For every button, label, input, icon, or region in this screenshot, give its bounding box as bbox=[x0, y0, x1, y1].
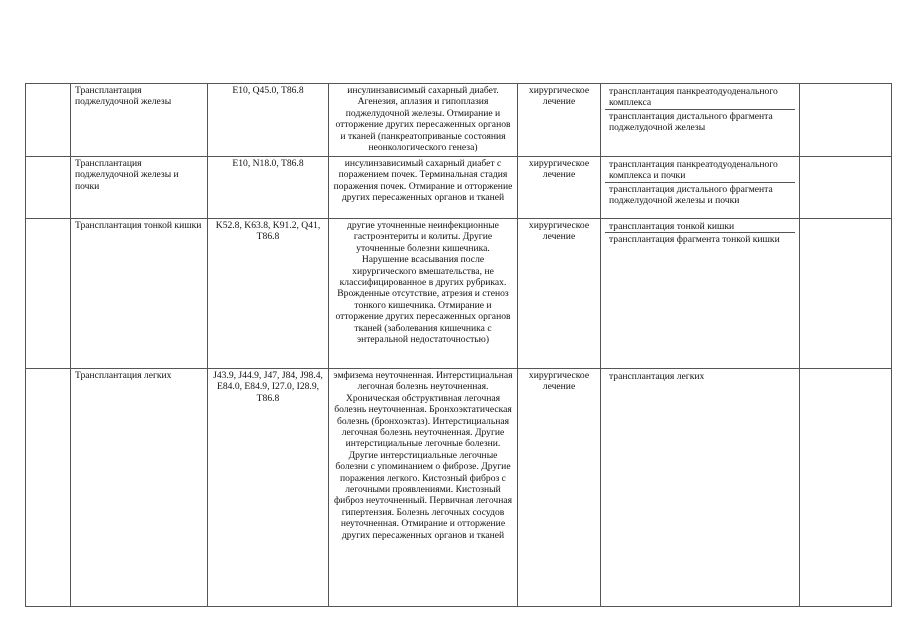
procedure-name: Трансплантация тонкой кишки bbox=[71, 219, 208, 369]
icd-codes: K52.8, K63.8, K91.2, Q41, T86.8 bbox=[208, 219, 329, 369]
treatment-methods bbox=[601, 219, 800, 369]
treatment-method: трансплантация фрагмента тонкой кишки bbox=[609, 234, 780, 246]
table-row bbox=[26, 219, 892, 369]
treatment-methods bbox=[601, 369, 800, 607]
table-row bbox=[26, 157, 892, 219]
treatment-method: трансплантация легких bbox=[609, 371, 705, 382]
diagnosis-text: инсулинзависимый сахарный диабет с поражением почек. Терминальная стадия поражения почек. Отмирание и отторжение других пересаженных органов и тканей bbox=[329, 157, 518, 219]
procedures-table bbox=[25, 83, 892, 607]
procedure-name: Трансплантация легких bbox=[71, 369, 208, 607]
icd-codes: E10, N18.0, T86.8 bbox=[208, 157, 329, 219]
diagnosis-text: эмфизема неуточненная. Интерстициальная легочная болезнь неуточненная. Хроническая обструктивная легочная болезнь неуточненная. Бронхоэктатическая болезнь (бронхоэктаз). Интерстициальная легочная болезнь неуточненная. Другие интерстициальные легочные болезни. Другие интерстициальные легочные болезни с упоминанием о фиброзе. Другие поражения легкого. Кистозный фиброз с легочными проявлениями. Кистозный фиброз неуточненный. Первичная легочная гипертензия. Болезнь легочных сосудов неуточненная. Отмирание и отторжение других пересаженных органов и тканей bbox=[329, 369, 518, 607]
extra-cell bbox=[800, 157, 892, 219]
row-number-cell bbox=[26, 219, 71, 369]
icd-codes: E10, Q45.0, T86.8 bbox=[208, 84, 329, 157]
table-row bbox=[26, 369, 892, 607]
treatment-method: трансплантация тонкой кишки bbox=[605, 220, 795, 233]
diagnosis-text: другие уточненные неинфекционные гастроэнтериты и колиты. Другие уточненные болезни кишечника. Нарушение всасывания после хирургического вмешательства, не классифицированное в других рубриках. Врожденные отсутствие, атрезия и стеноз тонкого кишечника. Отмирание и отторжение других пересаженных органов тканей (заболевания кишечника с энтеральной недостаточностью) bbox=[329, 219, 518, 369]
extra-cell bbox=[800, 219, 892, 369]
row-number-cell bbox=[26, 84, 71, 157]
procedure-name: Трансплантация поджелудочной железы bbox=[71, 84, 208, 157]
treatment-methods bbox=[601, 157, 800, 219]
treatment-type: хирургическое лечение bbox=[518, 157, 601, 219]
treatment-method: трансплантация панкреатодуоденального комплекса bbox=[605, 85, 795, 110]
diagnosis-text: инсулинзависимый сахарный диабет. Агенезия, аплазия и гипоплазия поджелудочной железы. Отмирание и отторжение других пересаженных органов и тканей (панкреатоприваные состояния неонкологического генеза) bbox=[329, 84, 518, 157]
treatment-method: трансплантация панкреатодуоденального комплекса и почки bbox=[605, 158, 795, 183]
extra-cell bbox=[800, 84, 892, 157]
row-number-cell bbox=[26, 157, 71, 219]
extra-cell bbox=[800, 369, 892, 607]
treatment-type: хирургическое лечение bbox=[518, 84, 601, 157]
icd-codes: J43.9, J44.9, J47, J84, J98.4, E84.0, E84.9, I27.0, I28.9, T86.8 bbox=[208, 369, 329, 607]
treatment-type: хирургическое лечение bbox=[518, 369, 601, 607]
treatment-methods bbox=[601, 84, 800, 157]
procedure-name: Трансплантация поджелудочной железы и почки bbox=[71, 157, 208, 219]
table-row bbox=[26, 84, 892, 157]
treatment-method: трансплантация дистального фрагмента поджелудочной железы bbox=[609, 110, 773, 134]
treatment-type: хирургическое лечение bbox=[518, 219, 601, 369]
treatment-method: трансплантация дистального фрагмента поджелудочной железы и почки bbox=[609, 183, 773, 207]
row-number-cell bbox=[26, 369, 71, 607]
